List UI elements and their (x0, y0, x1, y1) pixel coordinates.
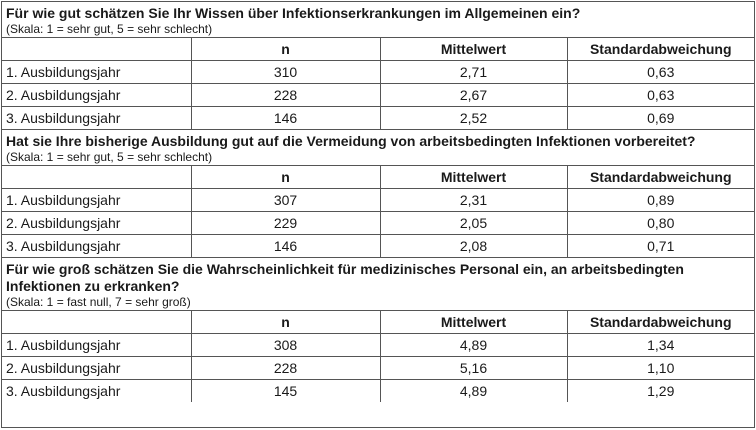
cell-n: 146 (191, 235, 380, 258)
cell-n: 310 (191, 61, 380, 84)
table-row (2, 380, 754, 403)
header-sd: Standardabweichung (567, 38, 754, 61)
cell-sd: 0,71 (567, 235, 754, 258)
row-label: 3. Ausbildungsjahr (2, 380, 191, 403)
question-header (2, 2, 754, 37)
cell-mean: 4,89 (380, 380, 567, 403)
header-mean: Mittelwert (380, 38, 567, 61)
cell-mean: 2,71 (380, 61, 567, 84)
table-row (2, 357, 754, 380)
cell-mean: 2,08 (380, 235, 567, 258)
cell-n: 228 (191, 84, 380, 107)
header-empty (2, 166, 191, 189)
results-table (2, 310, 754, 402)
question-title: Für wie gut schätzen Sie Ihr Wissen über Infektionserkrankungen im Allgemeinen ein? (6, 5, 581, 21)
header-empty (2, 38, 191, 61)
table-header-row (2, 38, 754, 61)
cell-n: 228 (191, 357, 380, 380)
question-section-2 (2, 129, 754, 257)
cell-n: 308 (191, 334, 380, 357)
header-n: n (191, 38, 380, 61)
results-table (2, 37, 754, 129)
row-label: 2. Ausbildungsjahr (2, 212, 191, 235)
cell-mean: 2,67 (380, 84, 567, 107)
cell-sd: 0,69 (567, 107, 754, 130)
header-n: n (191, 166, 380, 189)
results-table (2, 165, 754, 257)
header-n: n (191, 311, 380, 334)
row-label: 1. Ausbildungsjahr (2, 61, 191, 84)
row-label: 1. Ausbildungsjahr (2, 334, 191, 357)
table-row (2, 189, 754, 212)
row-label: 3. Ausbildungsjahr (2, 107, 191, 130)
row-label: 2. Ausbildungsjahr (2, 84, 191, 107)
question-section-3 (2, 257, 754, 402)
header-mean: Mittelwert (380, 166, 567, 189)
question-title: Hat sie Ihre bisherige Ausbildung gut auf die Vermeidung von arbeitsbedingten Infektionen vorbereitet? (6, 133, 696, 149)
cell-mean: 2,31 (380, 189, 567, 212)
question-scale: (Skala: 1 = sehr gut, 5 = sehr schlecht) (6, 150, 213, 164)
cell-sd: 1,34 (567, 334, 754, 357)
cell-n: 146 (191, 107, 380, 130)
cell-sd: 0,63 (567, 84, 754, 107)
cell-mean: 2,52 (380, 107, 567, 130)
header-empty (2, 311, 191, 334)
table-row (2, 212, 754, 235)
header-sd: Standardabweichung (567, 311, 754, 334)
header-sd: Standardabweichung (567, 166, 754, 189)
row-label: 3. Ausbildungsjahr (2, 235, 191, 258)
table-row (2, 61, 754, 84)
row-label: 1. Ausbildungsjahr (2, 189, 191, 212)
header-mean: Mittelwert (380, 311, 567, 334)
question-header (2, 258, 754, 310)
table-row (2, 235, 754, 258)
cell-mean: 2,05 (380, 212, 567, 235)
cell-mean: 5,16 (380, 357, 567, 380)
table-header-row (2, 311, 754, 334)
question-scale: (Skala: 1 = fast null, 7 = sehr groß) (6, 295, 191, 309)
cell-sd: 0,89 (567, 189, 754, 212)
cell-sd: 0,63 (567, 61, 754, 84)
results-document (1, 1, 755, 428)
question-title: Für wie groß schätzen Sie die Wahrscheinlichkeit für medizinisches Personal ein, an arbeitsbedingten Infektionen zu erkranken? (6, 261, 684, 294)
question-section-1 (2, 2, 754, 129)
table-row (2, 84, 754, 107)
cell-n: 307 (191, 189, 380, 212)
cell-n: 145 (191, 380, 380, 403)
question-scale: (Skala: 1 = sehr gut, 5 = sehr schlecht) (6, 22, 213, 36)
table-row (2, 334, 754, 357)
table-header-row (2, 166, 754, 189)
cell-n: 229 (191, 212, 380, 235)
question-header (2, 130, 754, 165)
table-row (2, 107, 754, 130)
cell-sd: 1,29 (567, 380, 754, 403)
row-label: 2. Ausbildungsjahr (2, 357, 191, 380)
cell-sd: 1,10 (567, 357, 754, 380)
cell-mean: 4,89 (380, 334, 567, 357)
cell-sd: 0,80 (567, 212, 754, 235)
